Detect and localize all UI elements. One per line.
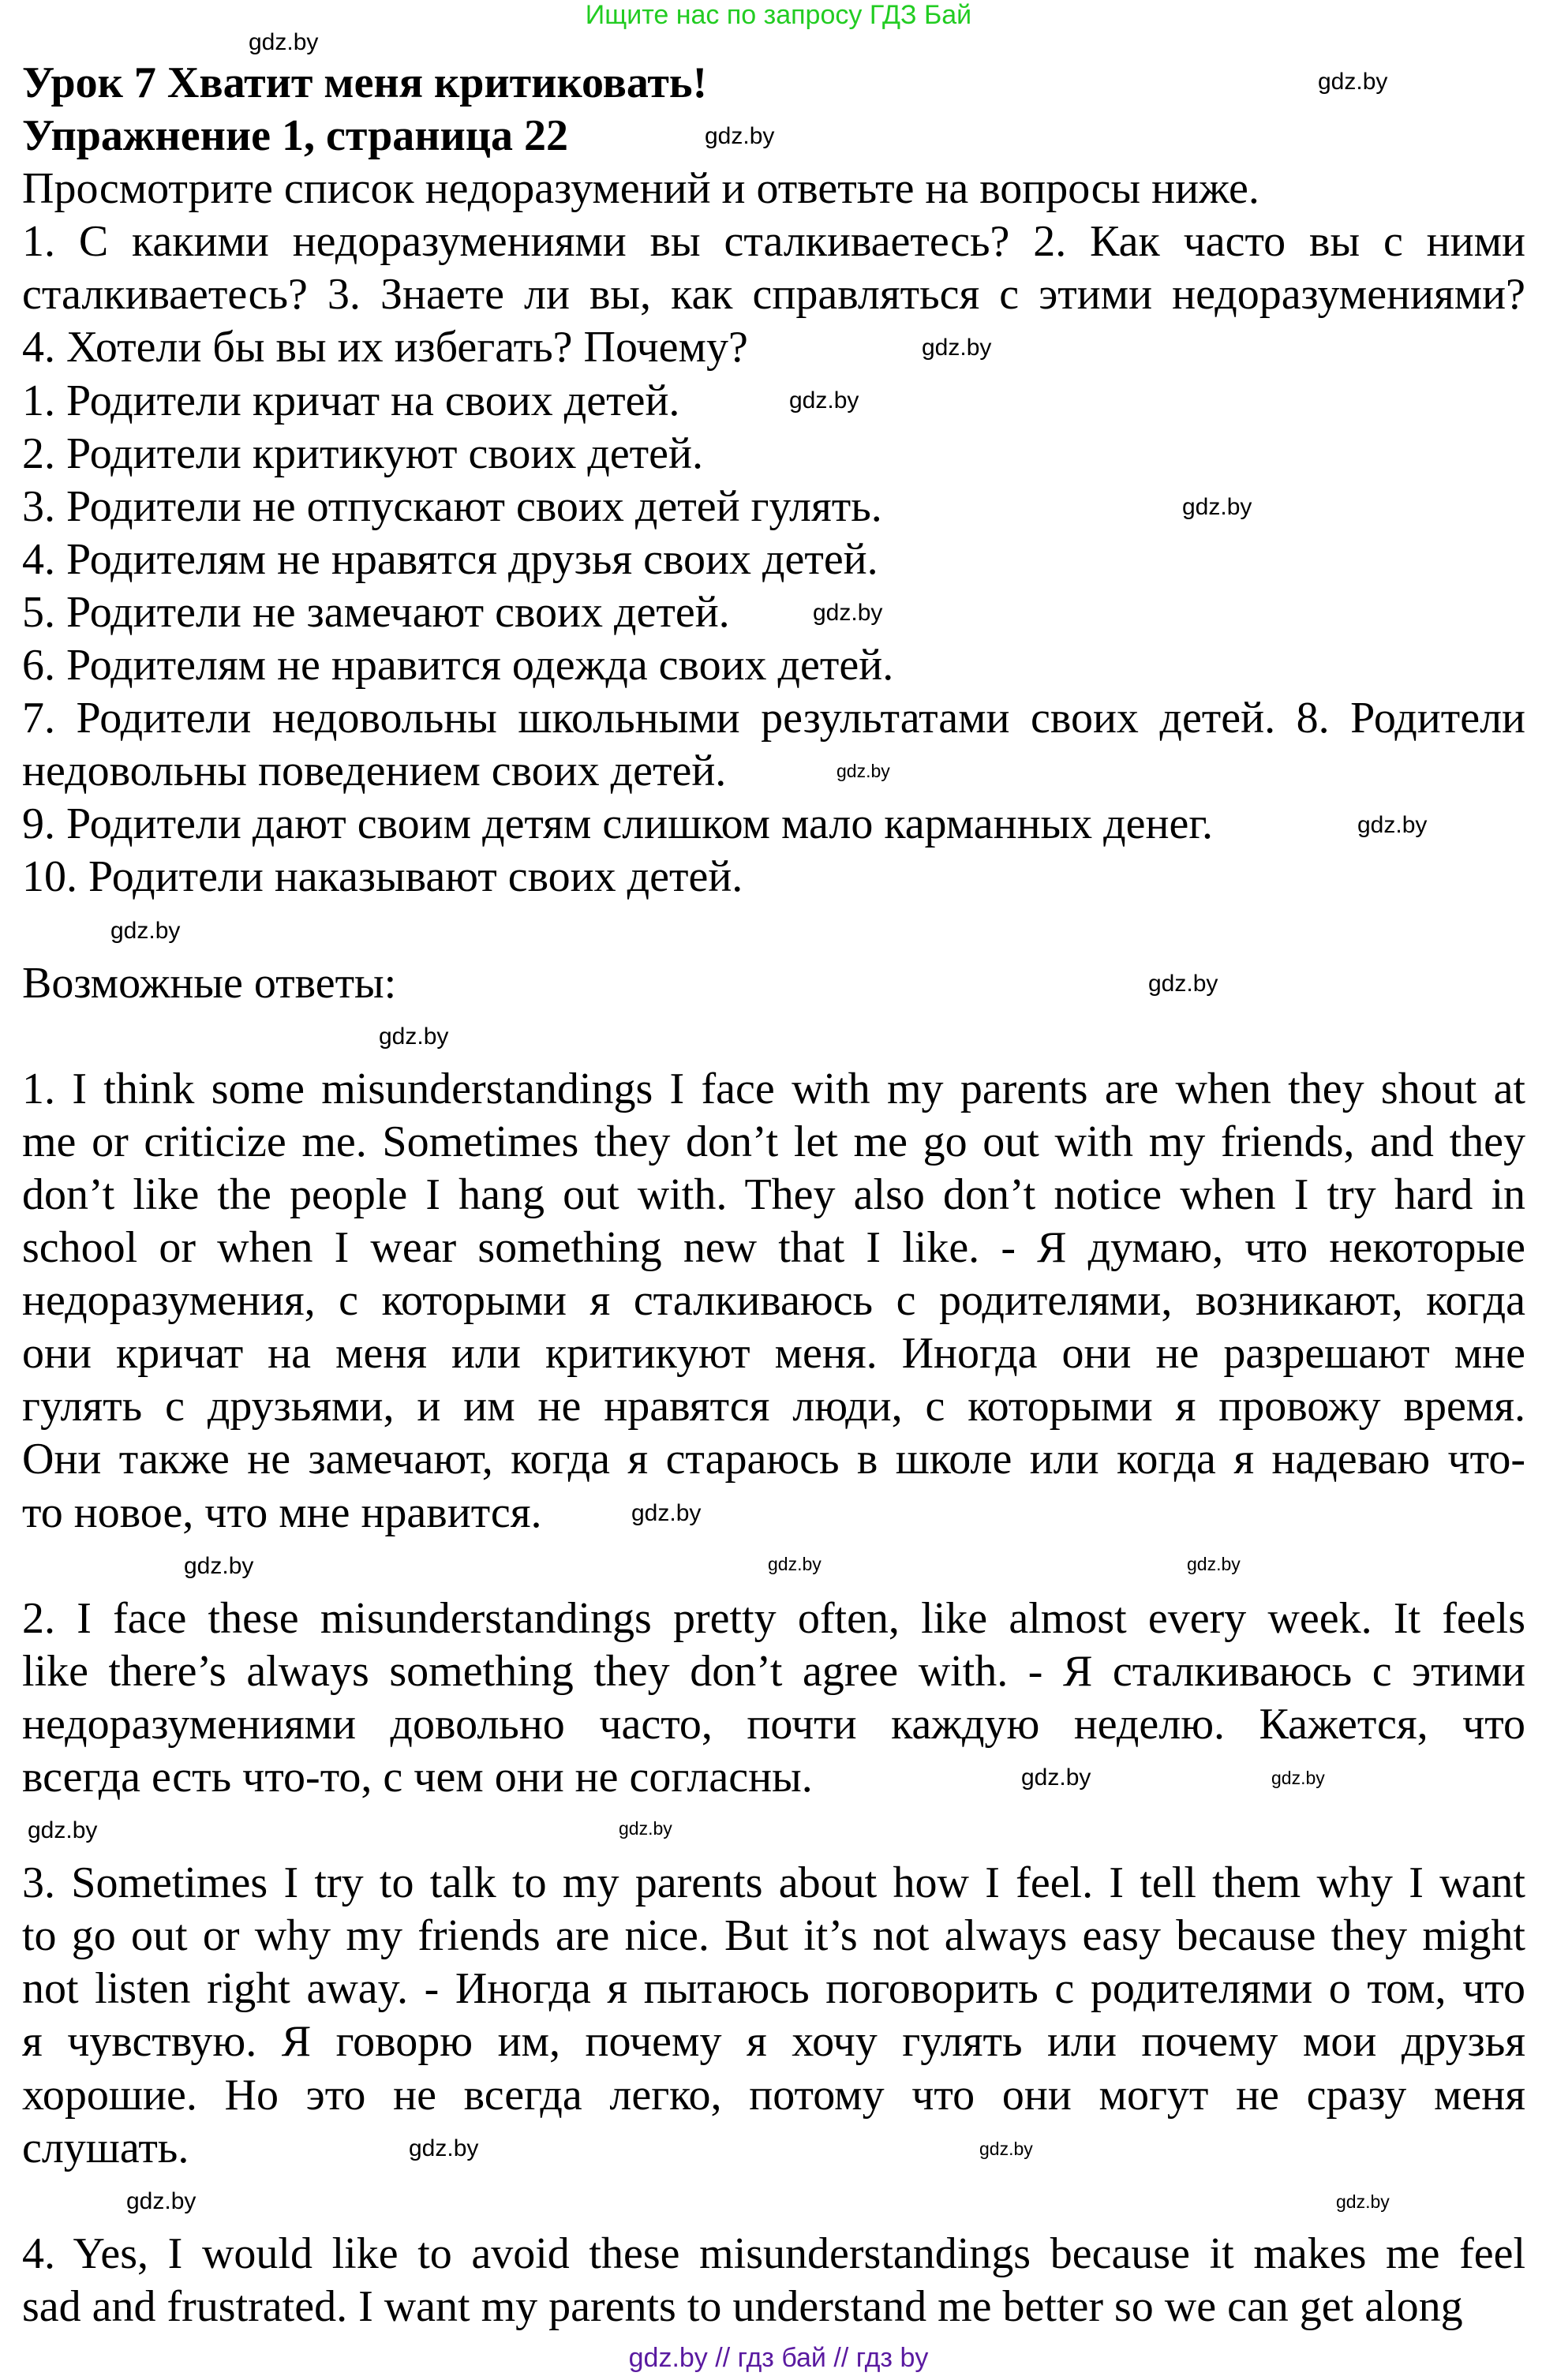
text-line: sad and frustrated. I want my parents to understand me better so we can get along <box>22 2281 1463 2331</box>
text-line: они кричат на меня или критикуют меня. Иногда они не разрешают мне <box>22 1329 1525 1379</box>
text-line: гулять с друзьями, и им не нравятся люди, с которыми я провожу время. <box>22 1382 1525 1431</box>
paragraph <box>22 692 1525 798</box>
text-line: недоразумения, с которыми я сталкиваюсь с родителями, возникают, когда <box>22 1276 1525 1326</box>
watermark: gdz.by <box>1021 1764 1091 1791</box>
text-line: 7. Родители недовольны школьными результатами своих детей. 8. Родители <box>22 694 1525 743</box>
text-line: 9. Родители дают своим детям слишком мало карманных денег. <box>22 799 1213 849</box>
text-line: хорошие. Но это не всегда легко, потому что они могут не сразу меня <box>22 2070 1525 2120</box>
watermark: gdz.by <box>249 29 319 55</box>
text-line: 5. Родители не замечают своих детей. <box>22 587 730 637</box>
watermark: gdz.by <box>126 2188 196 2214</box>
text-line: 2. Родители критикуют своих детей. <box>22 428 703 478</box>
text-line: недоразумениями довольно часто, почти каждую неделю. Кажется, что <box>22 1699 1525 1749</box>
text-line: 6. Родителям не нравится одежда своих детей. <box>22 641 894 690</box>
paragraph <box>22 215 1525 374</box>
paragraph <box>22 904 1525 957</box>
text-line: 4. Хотели бы вы их избегать? Почему? <box>22 323 748 372</box>
text-line: don’t like the people I hang out with. They also don’t notice when I try hard in <box>22 1169 1525 1219</box>
footer-links[interactable]: gdz.by // гдз бай // гдз by <box>628 2343 929 2373</box>
text-line: school or when I wear something new that I like. - Я думаю, что некоторые <box>22 1223 1525 1273</box>
paragraph <box>22 851 1525 904</box>
watermark: gdz.by <box>1271 1768 1325 1788</box>
text-line: Они также не замечают, когда я стараюсь в школе или когда я надеваю что- <box>22 1435 1525 1484</box>
paragraph <box>22 163 1525 215</box>
heading <box>22 57 1525 110</box>
text-line: 3. Sometimes I try to talk to my parents about how I feel. I tell them why I want <box>22 1858 1525 1908</box>
search-banner: Ищите нас по запросу ГДЗ Бай <box>585 0 972 30</box>
paragraph <box>22 586 1525 639</box>
watermark: gdz.by <box>28 1817 98 1843</box>
text-line: Урок 7 Хватит меня критиковать! <box>22 58 708 107</box>
paragraph <box>22 1857 1525 2175</box>
text-line: 1. С какими недоразумениями вы сталкиваетесь? 2. Как часто вы с ними <box>22 217 1525 267</box>
watermark: gdz.by <box>110 918 181 944</box>
watermark: gdz.by <box>1182 494 1252 520</box>
paragraph <box>22 639 1525 692</box>
text-line: я чувствую. Я говорю им, почему я хочу гулять или почему мои друзья <box>22 2017 1525 2067</box>
text-line: слушать. <box>22 2123 189 2172</box>
text-line: me or criticize me. Sometimes they don’t let me go out with my friends, and they <box>22 1117 1525 1166</box>
watermark: gdz.by <box>379 1023 449 1050</box>
watermark: gdz.by <box>1357 812 1428 838</box>
paragraph <box>22 1010 1525 1063</box>
watermark: gdz.by <box>922 335 992 361</box>
watermark: gdz.by <box>1336 2191 1390 2212</box>
watermark: gdz.by <box>813 600 883 626</box>
paragraph <box>22 375 1525 428</box>
paragraph <box>22 957 1525 1010</box>
text-line: 10. Родители наказывают своих детей. <box>22 852 743 902</box>
watermark: gdz.by <box>631 1500 702 1526</box>
watermark: gdz.by <box>768 1554 822 1574</box>
text-line: недовольны поведением своих детей. <box>22 747 727 796</box>
watermark: gdz.by <box>409 2135 479 2161</box>
paragraph <box>22 2228 1525 2333</box>
watermark: gdz.by <box>979 2139 1033 2159</box>
watermark: gdz.by <box>1318 69 1388 95</box>
text-line: то новое, что мне нравится. <box>22 1488 542 1537</box>
watermark: gdz.by <box>705 123 775 149</box>
watermark: gdz.by <box>837 761 890 781</box>
text-line: 4. Yes, I would like to avoid these misunderstandings because it makes me feel <box>22 2228 1525 2278</box>
text-line: like there’s always something they don’t agree with. - Я сталкиваюсь с этими <box>22 1646 1525 1696</box>
text-line: 1. Родители кричат на своих детей. <box>22 376 680 425</box>
paragraph <box>22 798 1525 851</box>
text-line: сталкиваетесь? 3. Знаете ли вы, как справляться с этими недоразумениями? <box>22 270 1525 320</box>
paragraph <box>22 533 1525 586</box>
text-line: to go out or why my friends are nice. But it’s not always easy because they might <box>22 1911 1525 1961</box>
document-body <box>22 57 1525 2333</box>
paragraph <box>22 481 1525 533</box>
watermark: gdz.by <box>184 1553 254 1579</box>
paragraph <box>22 1063 1525 1540</box>
watermark: gdz.by <box>619 1818 672 1839</box>
text-line: 2. I face these misunderstandings pretty often, like almost every week. It feels <box>22 1593 1525 1643</box>
paragraph <box>22 428 1525 481</box>
text-line: 1. I think some misunderstandings I face with my parents are when they shout at <box>22 1064 1525 1113</box>
text-line: not listen right away. - Иногда я пытаюсь поговорить с родителями о том, что <box>22 1964 1525 2014</box>
text-line: Упражнение 1, страница 22 <box>22 111 569 161</box>
paragraph <box>22 1804 1525 1857</box>
watermark: gdz.by <box>1187 1554 1241 1574</box>
paragraph <box>22 2175 1525 2228</box>
text-line: 4. Родителям не нравятся друзья своих детей. <box>22 534 878 584</box>
text-line: Просмотрите список недоразумений и ответьте на вопросы ниже. <box>22 164 1259 214</box>
watermark: gdz.by <box>1148 971 1218 997</box>
text-line: 3. Родители не отпускают своих детей гулять. <box>22 481 882 531</box>
text-line: всегда есть что-то, с чем они не согласны. <box>22 1753 813 1802</box>
text-line: Возможные ответы: <box>22 958 397 1008</box>
watermark: gdz.by <box>789 387 859 414</box>
